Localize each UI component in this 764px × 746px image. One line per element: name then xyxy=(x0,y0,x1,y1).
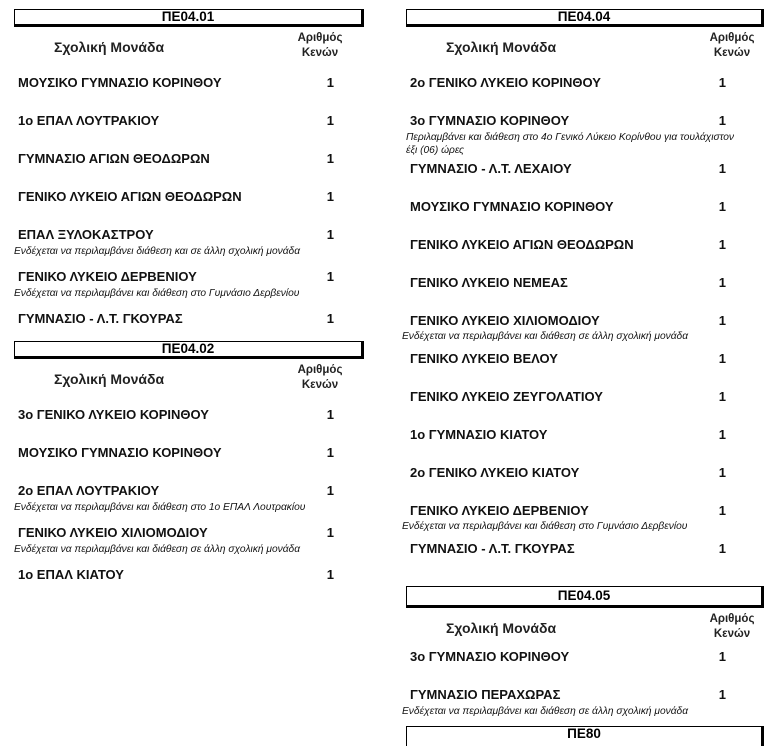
vacancies-header: Αριθμός Κενών xyxy=(709,32,755,59)
table-row xyxy=(14,65,364,103)
table-row xyxy=(406,646,764,684)
school-name: ΓΕΝΙΚΟ ΛΥΚΕΙΟ ΔΕΡΒΕΝΙΟΥ xyxy=(410,503,589,518)
vacancy-count: 1 xyxy=(718,503,726,518)
vacancy-count: 1 xyxy=(326,445,334,460)
column-headers xyxy=(14,27,364,65)
table-row xyxy=(406,159,764,197)
vacancies-header: Αριθμός Κενών xyxy=(297,32,343,59)
section-title: ΠΕ04.02 xyxy=(14,341,364,359)
row-note: Ενδέχεται να περιλαμβάνει και διάθεση σε άλλη σχολική μονάδα xyxy=(402,706,689,717)
vacancy-count: 1 xyxy=(326,151,334,166)
row-note: Ενδέχεται να περιλαμβάνει και διάθεση σε άλλη σχολική μονάδα xyxy=(402,331,689,342)
vacancy-count: 1 xyxy=(326,407,334,422)
school-name: 3ο ΓΥΜΝΑΣΙΟ ΚΟΡΙΝΘΟΥ xyxy=(410,113,570,128)
vacancy-count: 1 xyxy=(718,75,726,90)
table-row xyxy=(14,397,364,435)
vacancy-count: 1 xyxy=(326,567,334,582)
table-row xyxy=(406,65,764,103)
table-row xyxy=(14,259,364,301)
vacancy-count: 1 xyxy=(718,389,726,404)
school-name: ΓΕΝΙΚΟ ΛΥΚΕΙΟ ΑΓΙΩΝ ΘΕΟΔΩΡΩΝ xyxy=(18,189,242,204)
table-row xyxy=(406,273,764,311)
school-unit-header: Σχολική Μονάδα xyxy=(446,39,557,55)
table-row xyxy=(406,353,764,391)
table-row xyxy=(14,141,364,179)
table-row xyxy=(14,103,364,141)
vacancies-header: Αριθμός Κενών xyxy=(297,364,343,391)
row-note: Ενδέχεται να περιλαμβάνει διάθεση και σε άλλη σχολική μονάδα xyxy=(14,246,301,257)
vacancy-count: 1 xyxy=(326,525,334,540)
school-name: 2ο ΓΕΝΙΚΟ ΛΥΚΕΙΟ ΚΙΑΤΟΥ xyxy=(410,465,580,480)
vacancies-header: Αριθμός Κενών xyxy=(709,613,755,640)
table-row xyxy=(406,103,764,159)
section-pe80 xyxy=(406,726,764,746)
section-title: ΠΕ04.04 xyxy=(406,9,764,27)
vacancy-count: 1 xyxy=(718,237,726,252)
table-row xyxy=(406,197,764,235)
section-title: ΠΕ04.01 xyxy=(14,9,364,27)
vacancy-count: 1 xyxy=(326,113,334,128)
section-title: ΠΕ04.05 xyxy=(406,586,764,608)
vacancy-count: 1 xyxy=(326,227,334,242)
table-row xyxy=(406,391,764,429)
school-name: ΜΟΥΣΙΚΟ ΓΥΜΝΑΣΙΟ ΚΟΡΙΝΘΟΥ xyxy=(18,445,222,460)
table-row xyxy=(406,235,764,273)
section-pe0402 xyxy=(14,341,364,595)
school-name: ΓΥΜΝΑΣΙΟ - Λ.Τ. ΓΚΟΥΡΑΣ xyxy=(18,311,183,326)
vacancy-count: 1 xyxy=(718,113,726,128)
vacancy-count: 1 xyxy=(326,189,334,204)
column-headers xyxy=(14,359,364,397)
column-headers xyxy=(406,608,764,646)
row-note: Ενδέχεται να περιλαμβάνει και διάθεση σε άλλη σχολική μονάδα xyxy=(14,544,301,555)
section-pe0405 xyxy=(402,586,764,726)
school-name: ΕΠΑΛ ΞΥΛΟΚΑΣΤΡΟΥ xyxy=(18,227,154,242)
column-headers xyxy=(406,27,764,65)
school-name: 1ο ΕΠΑΛ ΚΙΑΤΟΥ xyxy=(18,567,124,582)
school-name: ΓΥΜΝΑΣΙΟ - Λ.Τ. ΛΕΧΑΙΟΥ xyxy=(410,161,572,176)
vacancy-count: 1 xyxy=(718,687,726,702)
section-pe0404 xyxy=(402,9,764,585)
table-row xyxy=(14,217,364,259)
table-row xyxy=(406,541,764,585)
vacancy-count: 1 xyxy=(718,541,726,556)
school-name: ΓΥΜΝΑΣΙΟ - Λ.Τ. ΓΚΟΥΡΑΣ xyxy=(410,541,575,556)
vacancy-count: 1 xyxy=(718,465,726,480)
section-title: ΠΕ80 xyxy=(406,726,764,746)
section-pe0401 xyxy=(14,9,364,339)
school-name: ΜΟΥΣΙΚΟ ΓΥΜΝΑΣΙΟ ΚΟΡΙΝΘΟΥ xyxy=(18,75,222,90)
school-name: ΜΟΥΣΙΚΟ ΓΥΜΝΑΣΙΟ ΚΟΡΙΝΘΟΥ xyxy=(410,199,614,214)
row-note: Ενδέχεται να περιλαμβάνει και διάθεση στο Γυμνάσιο Δερβενίου xyxy=(14,288,300,299)
vacancy-count: 1 xyxy=(326,75,334,90)
table-row xyxy=(14,515,364,557)
vacancy-count: 1 xyxy=(718,649,726,664)
school-unit-header: Σχολική Μονάδα xyxy=(54,371,165,387)
vacancy-count: 1 xyxy=(718,351,726,366)
table-row xyxy=(406,467,764,505)
school-name: 2ο ΓΕΝΙΚΟ ΛΥΚΕΙΟ ΚΟΡΙΝΘΟΥ xyxy=(410,75,601,90)
vacancy-count: 1 xyxy=(718,427,726,442)
table-row xyxy=(14,179,364,217)
table-row xyxy=(14,435,364,473)
school-name: ΓΕΝΙΚΟ ΛΥΚΕΙΟ ΧΙΛΙΟΜΟΔΙΟΥ xyxy=(410,313,600,328)
school-name: ΓΥΜΝΑΣΙΟ ΑΓΙΩΝ ΘΕΟΔΩΡΩΝ xyxy=(18,151,210,166)
table-row xyxy=(402,311,764,353)
school-name: ΓΕΝΙΚΟ ΛΥΚΕΙΟ ΖΕΥΓΟΛΑΤΙΟΥ xyxy=(410,389,603,404)
table-row xyxy=(14,557,364,595)
table-row xyxy=(14,301,364,339)
table-row xyxy=(406,429,764,467)
vacancy-count: 1 xyxy=(718,161,726,176)
school-unit-header: Σχολική Μονάδα xyxy=(446,620,557,636)
vacancy-count: 1 xyxy=(718,199,726,214)
school-name: ΓΕΝΙΚΟ ΛΥΚΕΙΟ ΧΙΛΙΟΜΟΔΙΟΥ xyxy=(18,525,208,540)
vacancy-count: 1 xyxy=(718,275,726,290)
school-name: ΓΕΝΙΚΟ ΛΥΚΕΙΟ ΔΕΡΒΕΝΙΟΥ xyxy=(18,269,197,284)
school-name: ΓΕΝΙΚΟ ΛΥΚΕΙΟ ΒΕΛΟΥ xyxy=(410,351,558,366)
vacancy-count: 1 xyxy=(326,269,334,284)
row-note: Περιλαμβάνει και διάθεση στο 4ο Γενικό Λύκειο Κορίνθου για τουλάχιστον έξι (06) ώρες xyxy=(406,132,735,156)
school-name: 1ο ΕΠΑΛ ΛΟΥΤΡΑΚΙΟΥ xyxy=(18,113,160,128)
school-name: ΓΕΝΙΚΟ ΛΥΚΕΙΟ ΝΕΜΕΑΣ xyxy=(410,275,568,290)
row-note: Ενδέχεται να περιλαμβάνει και διάθεση στο 1ο ΕΠΑΛ Λουτρακίου xyxy=(14,502,306,513)
row-note: Ενδέχεται να περιλαμβάνει και διάθεση στο Γυμνάσιο Δερβενίου xyxy=(402,521,688,532)
school-name: ΓΕΝΙΚΟ ΛΥΚΕΙΟ ΑΓΙΩΝ ΘΕΟΔΩΡΩΝ xyxy=(410,237,634,252)
school-name: 3ο ΓΥΜΝΑΣΙΟ ΚΟΡΙΝΘΟΥ xyxy=(410,649,570,664)
table-row xyxy=(402,684,764,726)
school-name: ΓΥΜΝΑΣΙΟ ΠΕΡΑΧΩΡΑΣ xyxy=(410,687,561,702)
school-name: 1ο ΓΥΜΝΑΣΙΟ ΚΙΑΤΟΥ xyxy=(410,427,548,442)
table-row xyxy=(14,473,364,515)
vacancy-count: 1 xyxy=(326,483,334,498)
vacancy-count: 1 xyxy=(326,311,334,326)
school-unit-header: Σχολική Μονάδα xyxy=(54,39,165,55)
vacancy-count: 1 xyxy=(718,313,726,328)
school-name: 2ο ΕΠΑΛ ΛΟΥΤΡΑΚΙΟΥ xyxy=(18,483,160,498)
school-name: 3ο ΓΕΝΙΚΟ ΛΥΚΕΙΟ ΚΟΡΙΝΘΟΥ xyxy=(18,407,209,422)
